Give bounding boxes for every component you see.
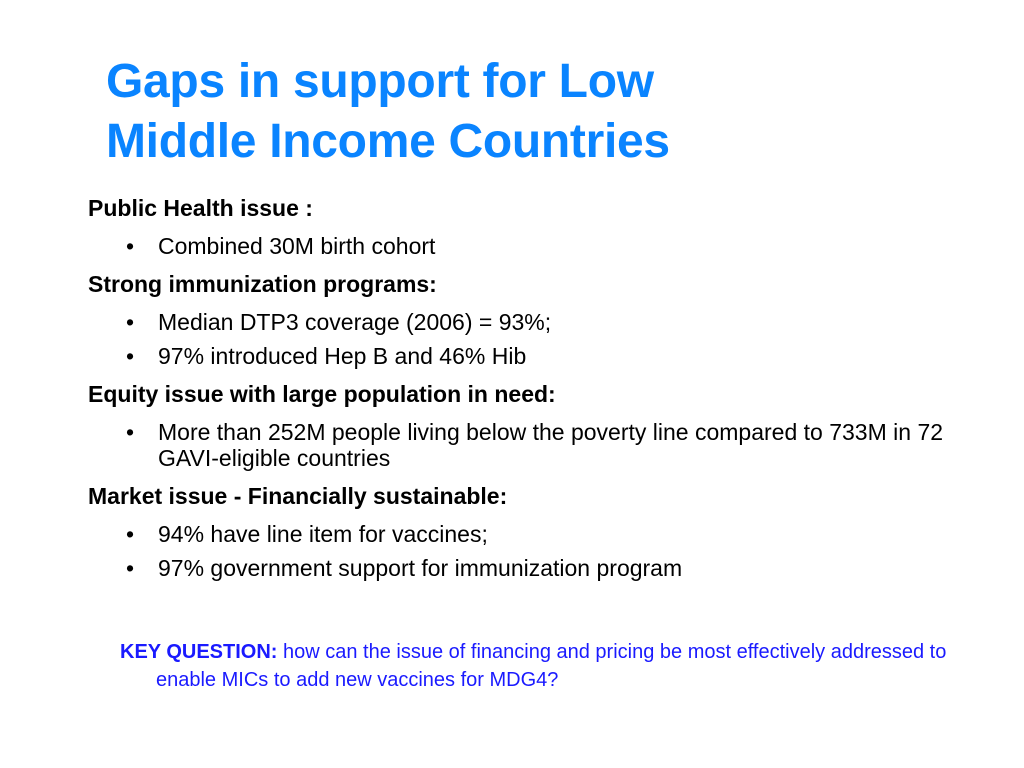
slide-title — [106, 52, 986, 172]
bullet-icon: • — [126, 309, 135, 335]
bullet-item — [88, 521, 988, 547]
bullet-icon: • — [126, 555, 135, 581]
bullet-item — [88, 309, 988, 335]
key-question-text: how can the issue of financing and pricing be most effectively addressed to enable MICs to add new vaccines for MDG4? — [156, 641, 947, 691]
bullet-icon: • — [126, 233, 135, 259]
section-heading-immunization: Strong immunization programs: — [88, 271, 437, 297]
title-line-2: Middle Income Countries — [106, 115, 670, 168]
bullet-text: 97% introduced Hep B and 46% Hib — [158, 343, 527, 369]
bullet-list-equity — [88, 419, 988, 471]
bullet-text: Median DTP3 coverage (2006) = 93%; — [158, 309, 552, 335]
key-question — [120, 638, 980, 694]
key-question-body — [120, 638, 980, 694]
bullet-icon: • — [126, 343, 135, 369]
title-line-1: Gaps in support for Low — [106, 55, 654, 108]
bullet-list-market — [88, 521, 988, 581]
bullet-item — [88, 343, 988, 369]
bullet-text: Combined 30M birth cohort — [158, 233, 436, 259]
bullet-item — [88, 555, 988, 581]
bullet-item — [88, 233, 988, 259]
bullet-list-immunization — [88, 309, 988, 369]
bullet-text: 94% have line item for vaccines; — [158, 521, 488, 547]
bullet-item — [88, 419, 988, 471]
key-question-label: KEY QUESTION: — [120, 641, 278, 663]
section-heading-equity: Equity issue with large population in need: — [88, 381, 556, 407]
bullet-text: More than 252M people living below the poverty line compared to 733M in 72 GAVI-eligible countries — [158, 419, 944, 471]
section-heading-public-health: Public Health issue : — [88, 195, 313, 221]
bullet-icon: • — [126, 419, 135, 445]
bullet-list-public-health — [88, 233, 988, 259]
bullet-text: 97% government support for immunization program — [158, 555, 683, 581]
slide-content — [88, 194, 988, 592]
bullet-icon: • — [126, 521, 135, 547]
section-heading-market: Market issue - Financially sustainable: — [88, 483, 508, 509]
